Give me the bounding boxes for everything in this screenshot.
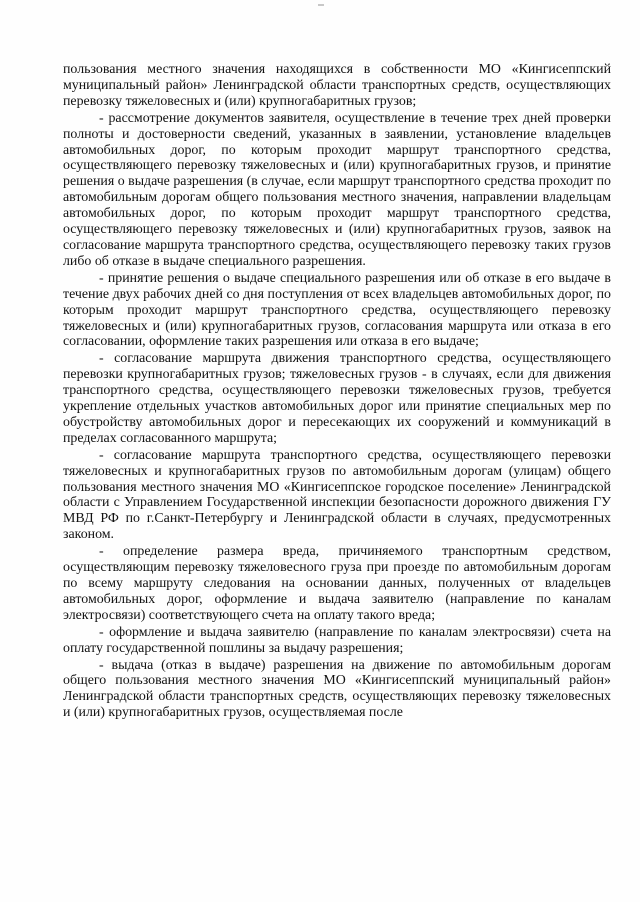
- document-body: [63, 62, 611, 721]
- paragraph: пользования местного значения находящихся в собственности МО «Кингисеппский муниципальный район» Ленинградской области транспортных средств, осуществляющих перевозку тяжеловесных и (или) крупногабаритных грузов;: [63, 62, 611, 109]
- paragraph: - выдача (отказ в выдаче) разрешения на движение по автомобильным дорогам общего пользования местного значения МО «Кингисеппский муниципальный район» Ленинградской области транспортных средств, осуществляющих перевозку тяжеловесных и (или) крупногабаритных грузов, осуществляемая после: [63, 657, 611, 721]
- paragraph: - принятие решения о выдаче специального разрешения или об отказе в его выдаче в течение двух рабочих дней со дня поступления от всех владельцев автомобильных дорог, по которым проходит маршрут транспортного средства, осуществляющего перевозку тяжеловесных и (или) крупногабаритных грузов, согласования маршрута или отказа в его согласовании, оформление таких разрешения или отказа в его выдаче;: [63, 270, 611, 350]
- paragraph: - рассмотрение документов заявителя, осуществление в течение трех дней проверки полноты и достоверности сведений, указанных в заявлении, установление владельцев автомобильных дорог, по которым проходит маршрут транспортного средства, осуществляющего перевозку тяжеловесных и (или) крупногабаритных грузов, и принятие решения о выдаче разрешения (в случае, если маршрут транспортного средства проходит по автомобильным дорогам общего пользования местного значения, направлении владельцам автомобильных дорог, по которым проходит маршрут транспортного средства, осуществляющего перевозку тяжеловесных и (или) крупногабаритных грузов, заявок на согласование маршрута транспортного средства, осуществляющего перевозку таких грузов либо об отказе в выдаче специального разрешения.: [63, 110, 611, 269]
- scan-artifact: [318, 4, 324, 6]
- paragraph: - определение размера вреда, причиняемого транспортным средством, осуществляющим перевозку тяжеловесного груза при проезде по автомобильным дорогам по всему маршруту следования на основании данных, полученных от владельцев автомобильных дорог, оформление и выдача заявителю (направление по каналам электросвязи) соответствующего счета на оплату такого вреда;: [63, 544, 611, 623]
- paragraph: - согласование маршрута транспортного средства, осуществляющего перевозки тяжеловесных и крупногабаритных грузов по автомобильным дорогам (улицам) общего пользования местного значения МО «Кингисеппское городское поселение» Ленинградской области с Управлением Государственной инспекции безопасности дорожного движения ГУ МВД РФ по г.Санкт-Петербургу и Ленинградской области в случаях, предусмотренных законом.: [63, 447, 611, 543]
- paragraph: - оформление и выдача заявителю (направление по каналам электросвязи) счета на оплату государственной пошлины за выдачу разрешения;: [63, 624, 611, 656]
- paragraph: - согласование маршрута движения транспортного средства, осуществляющего перевозки крупногабаритных грузов; тяжеловесных грузов - в случаях, если для движения транспортного средства, осуществляющего перевозки тяжеловесных грузов, требуется укрепление отдельных участков автомобильных дорог или принятие специальных мер по обустройству автомобильных дорог и пересекающих их сооружений и коммуникаций в пределах согласованного маршрута;: [63, 351, 611, 446]
